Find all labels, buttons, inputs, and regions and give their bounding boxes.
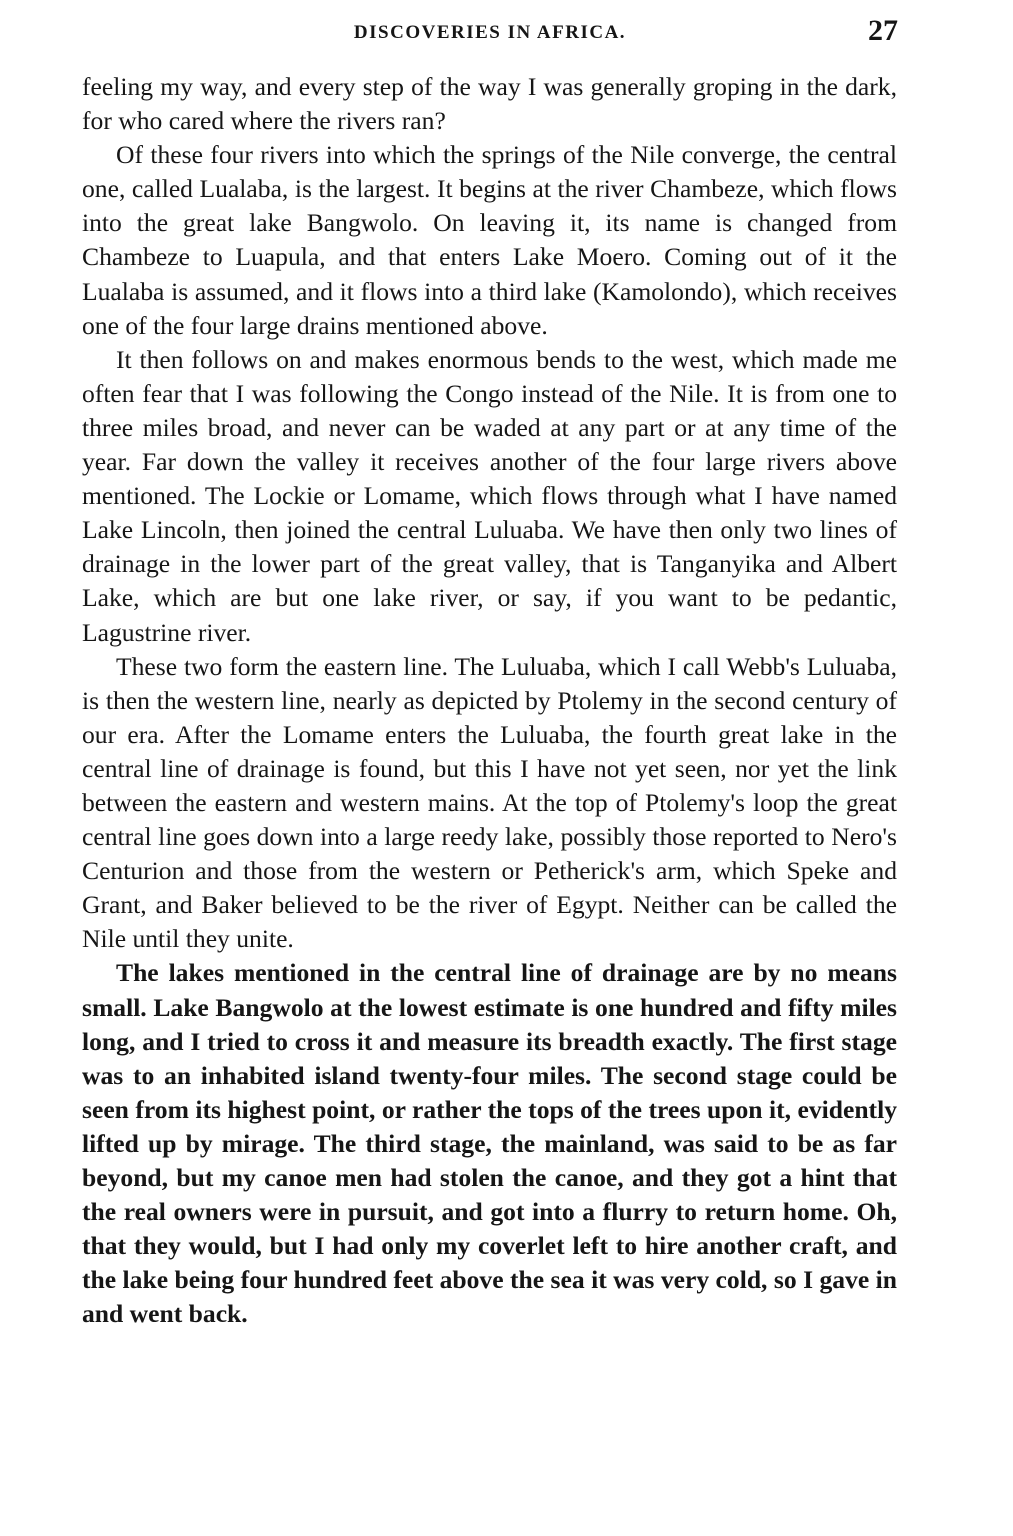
text-body xyxy=(82,70,897,1331)
paragraph-continuation: feeling my way, and every step of the way I was generally groping in the dark, for who cared where the rivers ran? xyxy=(82,72,897,136)
running-head xyxy=(80,14,900,54)
page-number: 27 xyxy=(868,14,898,47)
paragraph-four-rivers: Of these four rivers into which the springs of the Nile converge, the central one, called Lualaba, is the largest. It begins at the river Chambeze, which flows into the great lake Bangwolo. On leaving it, its name is changed from Chambeze to Luapula, and that enters Lake Moero. Coming out of it the Lualaba is assumed, and it flows into a third lake (Kamolondo), which receives one of the four large drains mentioned above. xyxy=(82,140,897,340)
paragraph-enormous-bends: It then follows on and makes enormous bends to the west, which made me often fear that I was following the Congo instead of the Nile. It is from one to three miles broad, and never can be waded at any part or at any time of the year. Far down the valley it receives another of the four large rivers above mentioned. The Lockie or Lomame, which flows through what I have named Lake Lincoln, then joined the central Luluaba. We have then only two lines of drainage in the lower part of the great valley, that is Tanganyika and Albert Lake, which are but one lake river, or say, if you want to be pedantic, Lagustrine river. xyxy=(82,344,897,647)
paragraph-lakes: The lakes mentioned in the central line of drainage are by no means small. Lake Bangwolo at the lowest estimate is one hundred and fifty miles long, and I tried to cross it and measure its breadth exactly. The first stage was to an inhabited island twenty-four miles. The second stage could be seen from its highest point, or rather the tops of the trees upon it, evidently lifted up by mirage. The third stage, the mainland, was said to be as far beyond, but my canoe men had stolen the canoe, and they got a hint that the real owners were in pursuit, and got into a flurry to return home. Oh, that they would, but I had only my coverlet left to hire another craft, and the lake being four hundred feet above the sea it was very cold, so I gave in and went back. xyxy=(82,958,897,1329)
running-title: DISCOVERIES IN AFRICA. xyxy=(353,22,627,43)
paragraph-eastern-line: These two form the eastern line. The Luluaba, which I call Webb's Luluaba, is then the western line, nearly as depicted by Ptolemy in the second century of our era. After the Lomame enters the Luluaba, the fourth great lake in the central line of drainage is found, but this I have not yet seen, nor yet the link between the eastern and western mains. At the top of Ptolemy's loop the great central line goes down into a large reedy lake, possibly those reported to Nero's Centurion and those from the western or Petherick's arm, which Speke and Grant, and Baker believed to be the river of Egypt. Neither can be called the Nile until they unite. xyxy=(82,651,897,954)
